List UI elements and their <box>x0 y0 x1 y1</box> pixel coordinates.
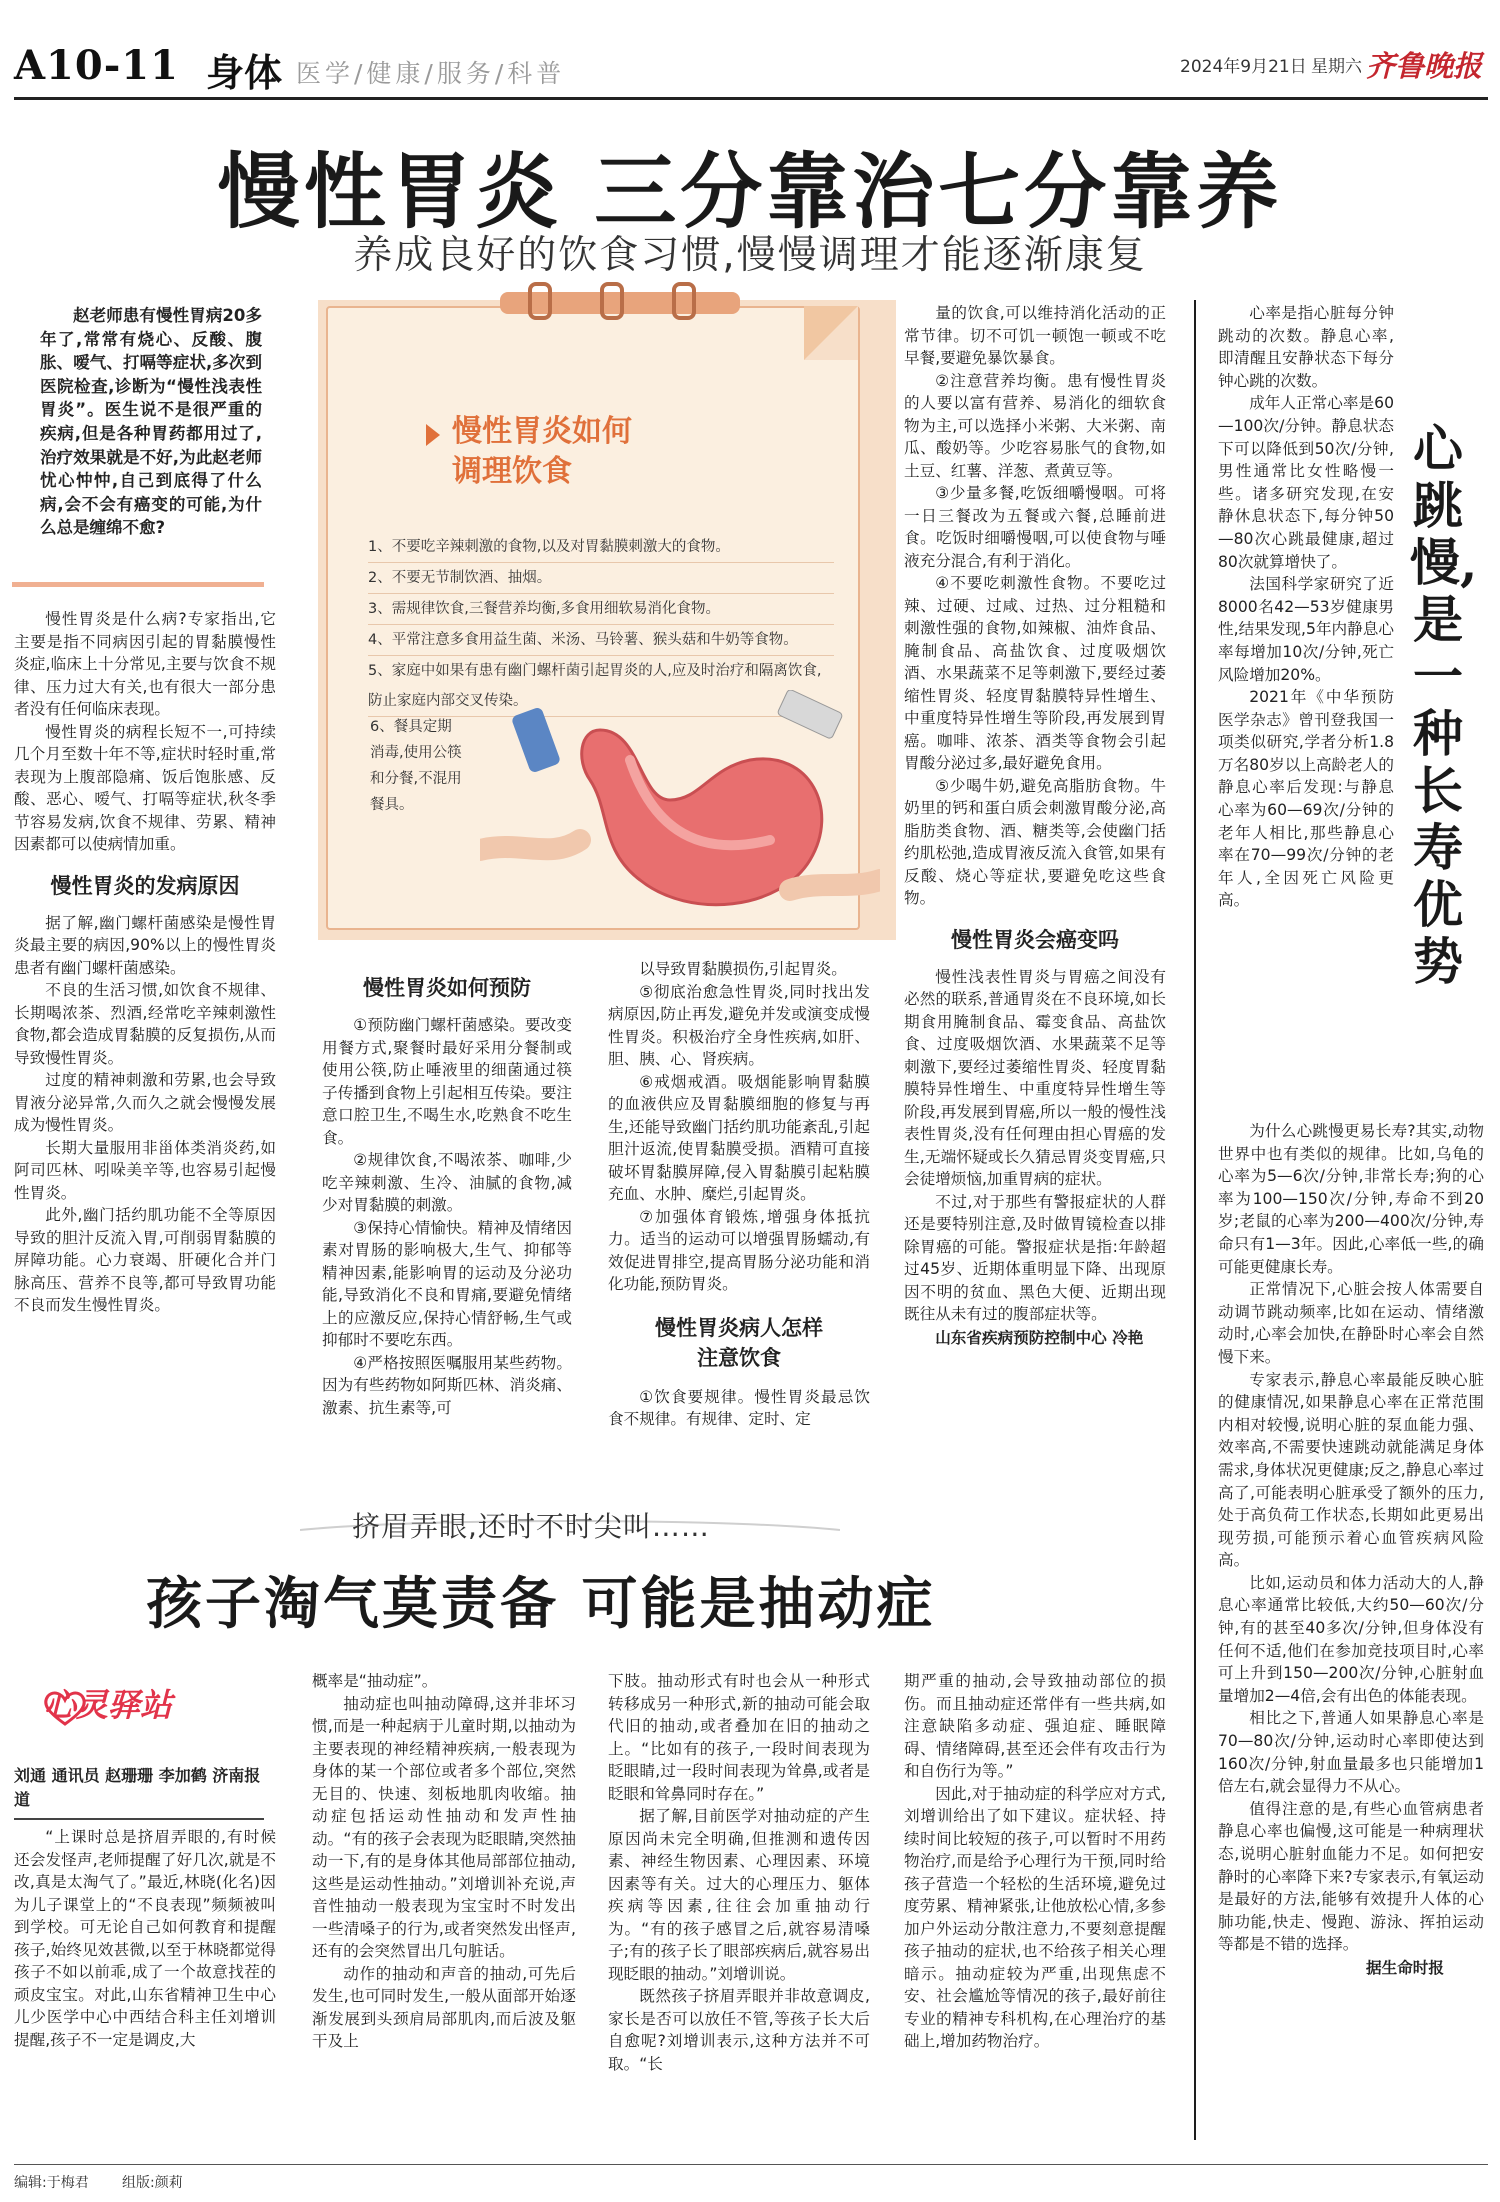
sidebar-column-bottom <box>1218 1120 1484 1978</box>
lead-divider <box>12 582 264 587</box>
article-column-3 <box>608 1670 870 2075</box>
paragraph: 专家表示,静息心率最能反映心脏的健康情况,如果静息心率在正常范围内相对较慢,说明心脏的泵血能力强、效率高,不需要快速跳动就能满足身体需求,身体状况更健康;反之,静息心率过高了,可能表明心脏承受了额外的压力,处于高负荷工作状态,长期如此更易出现劳损,可能预示着心血管疾病风险高。 <box>1218 1370 1484 1570</box>
paragraph: ②注意营养均衡。患有慢性胃炎的人要以富有营养、易消化的细软食物为主,可以选择小米粥、大米粥、南瓜、酸奶等。少吃容易胀气的食物,如土豆、红薯、洋葱、煮黄豆等。 <box>904 371 1166 480</box>
paragraph: 2021年《中华预防医学杂志》曾刊登我国一项类似研究,学者分析1.8万名80岁以上高龄老人的静息心率后发现:与静息心率为60—69次/分钟的老年人相比,那些静息心率在70—99次/分钟的老年人,全因死亡风险更高。 <box>1218 688 1394 910</box>
article-headline: 慢性胃炎 三分靠治七分靠养 <box>217 144 1283 240</box>
footer-layout: 组版:颜莉 <box>122 2175 183 2191</box>
header-rule <box>14 97 1488 100</box>
paragraph: ④不要吃刺激性食物。不要吃过辣、过硬、过咸、过热、过分粗糙和刺激性强的食物,如辣椒、油炸食品、腌制食品、高盐饮食、过度吸烟饮酒、水果蔬菜不足等刺激下,要经过萎缩性胃炎、轻度胃黏膜特异性增生、中重度特异性增生等阶段,再发展到胃癌。咖啡、浓茶、酒类等食物会引起胃酸分泌过多,最好避免食用。 <box>904 574 1166 772</box>
paragraph: 值得注意的是,有些心血管病患者静息心率也偏慢,这可能是一种病理状态,说明心脏射血能力不足。如何把安静时的心率降下来?专家表示,有氧运动是最好的方法,能够有效提升人体的心肺功能,快走、慢跑、游泳、挥拍运动等都是不错的选择。 <box>1218 1799 1484 1954</box>
article-subheadline: 养成良好的饮食习惯,慢慢调理才能逐渐康复 <box>353 233 1147 278</box>
article-column-4 <box>904 302 1166 1348</box>
list-item: 6、餐具定期消毒,使用公筷和分餐,不混用餐具。 <box>370 719 462 813</box>
column-logo: 心灵驿站 <box>44 1686 173 1724</box>
paragraph: 期严重的抽动,会导致抽动部位的损伤。而且抽动症还常伴有一些共病,如注意缺陷多动症、强迫症、睡眠障碍、情绪障碍,甚至还会伴有攻击行为和自伤行为等。” <box>904 1672 1166 1780</box>
section-heading: 慢性胃炎的发病原因 <box>50 873 240 898</box>
heart-icon <box>40 1688 90 1728</box>
section-heading: 慢性胃炎会癌变吗 <box>951 927 1119 952</box>
paragraph: “上课时总是挤眉弄眼的,有时候还会发怪声,老师提醒了好几次,就是不改,真是太淘气了。”最近,林晓(化名)因为儿子课堂上的“不良表现”频频被叫到学校。可无论自己如何教育和提醒孩子,始终见效甚微,以至于林晓都觉得孩子不如以前乖,成了一个故意找茬的顽皮宝宝。对此,山东省精神卫生中心儿少医学中心中西结合科主任刘增训提醒,孩子不一定是调皮,大 <box>14 1828 276 2049</box>
newspaper-logo: 齐鲁晚报 <box>1366 49 1483 83</box>
paragraph: 长期大量服用非甾体类消炎药,如阿司匹林、吲哚美辛等,也容易引起慢性胃炎。 <box>14 1138 276 1202</box>
paragraph: 下肢。抽动形式有时也会从一种形式转移成另一种形式,新的抽动可能会取代旧的抽动,或者叠加在旧的抽动之上。“比如有的孩子,一段时间表现为眨眼睛,过一段时间表现为耸鼻,或者是眨眼和耸鼻同时存在。” <box>608 1672 870 1803</box>
paragraph: 比如,运动员和体力活动大的人,静息心率通常比较低,大约50—60次/分钟,有的甚至40多次/分钟,但身体没有任何不适,他们在参加竞技项目时,心率可上升到150—200次/分钟,心脏射血量增加2—4倍,会有出色的体能表现。 <box>1218 1573 1484 1705</box>
paragraph: ①预防幽门螺杆菌感染。要改变用餐方式,聚餐时最好采用分餐制或使用公筷,防止唾液里的细菌通过筷子传播到食物上引起相互传染。要注意口腔卫生,不喝生水,吃熟食不吃生食。 <box>322 1016 572 1147</box>
article-column-4 <box>904 1670 1166 2053</box>
issue-weekday: 星期六 <box>1311 57 1362 77</box>
sidebar-credit: 据生命时报 <box>1366 1958 1444 1977</box>
paragraph: 动作的抽动和声音的抽动,可先后发生,也可同时发生,一般从面部开始逐渐发展到头颈肩局部肌肉,而后波及躯干及上 <box>312 1964 576 2050</box>
paragraph: ⑥戒烟戒酒。吸烟能影响胃黏膜的血液供应及胃黏膜细胞的修复与再生,还能导致幽门括约肌功能紊乱,引起胆汁返流,使胃黏膜受损。酒精可直接破坏胃黏膜屏障,侵入胃黏膜引起粘膜充血、水肿、糜烂,引起胃炎。 <box>608 1072 870 1203</box>
byline-divider <box>14 1818 264 1820</box>
list-item: 5、家庭中如果有患有幽门螺杆菌引起胃炎的人,应及时治疗和隔离饮食,防止家庭内部交叉传染。 <box>368 656 834 717</box>
paragraph: ⑦加强体育锻炼,增强身体抵抗力。适当的运动可以增强胃肠蠕动,有效促进胃排空,提高胃肠分泌功能和消化功能,预防胃炎。 <box>608 1207 870 1293</box>
paragraph: ⑤少喝牛奶,避免高脂肪食物。牛奶里的钙和蛋白质会刺激胃酸分泌,高脂肪类食物、酒、糖类等,会使幽门括约肌松弛,造成胃液反流入食管,如果有反酸、烧心等症状,要避免吃这些食物。 <box>904 776 1166 907</box>
list-item: 2、不要无节制饮酒、抽烟。 <box>368 563 834 594</box>
section-name: 身体 <box>206 51 283 95</box>
paragraph: 心率是指心脏每分钟跳动的次数。静息心率,即清醒且安静状态下每分钟心跳的次数。 <box>1218 304 1394 390</box>
paragraph: 据了解,目前医学对抽动症的产生原因尚未完全明确,但推测和遗传因素、神经生物因素、心理因素、环境因素等有关。过大的心理压力、躯体疾病等因素,往往会加重抽动行为。“有的孩子感冒之后,就容易清嗓子;有的孩子长了眼部疾病后,就容易出现眨眼的抽动。”刘增训说。 <box>608 1807 870 1983</box>
paragraph: 量的饮食,可以维持消化活动的正常节律。切不可饥一顿饱一顿或不吃早餐,要避免暴饮暴食。 <box>904 304 1166 367</box>
list-item: 3、需规律饮食,三餐营养均衡,多食用细软易消化食物。 <box>368 594 834 625</box>
paragraph: 不过,对于那些有警报症状的人群还是要特别注意,及时做胃镜检查以排除胃癌的可能。警报症状是指:年龄超过45岁、近期体重明显下降、出现原因不明的贫血、黑色大便、近期出现既往从未有过的腹部症状等。 <box>904 1192 1166 1323</box>
binder-ring-icon <box>672 282 696 320</box>
paragraph: ③保持心情愉快。精神及情绪因素对胃肠的影响极大,生气、抑郁等精神因素,能影响胃的运动及分泌功能,导致消化不良和胃痛,要避免情绪上的应激反应,保持心情舒畅,生气或抑郁时不要吃东西。 <box>322 1218 572 1349</box>
paragraph: 抽动症也叫抽动障碍,这并非坏习惯,而是一种起病于儿童时期,以抽动为主要表现的神经精神疾病,一般表现为身体的某一个部位或者多个部位,突然无目的、快速、刻板地肌肉收缩。抽动症包括运动性抽动和发声性抽动。“有的孩子会表现为眨眼睛,突然抽动一下,有的是身体其他局部部位抽动,这些是运动性抽动。”刘增训补充说,声音性抽动一般表现为宝宝时不时发出一些清嗓子的行为,或者突然发出怪声,还有的会突然冒出几句脏话。 <box>312 1694 576 1960</box>
paragraph: ④严格按照医嘱服用某些药物。因为有些药物如阿斯匹林、消炎痛、激素、抗生素等,可 <box>322 1353 572 1417</box>
paragraph: ③少量多餐,吃饭细嚼慢咽。可将一日三餐改为五餐或六餐,总睡前进食。吃饭时细嚼慢咽,可以使食物与唾液充分混合,有利于消化。 <box>904 484 1166 570</box>
article-column-1 <box>14 1826 276 2051</box>
stomach-illustration <box>480 690 880 930</box>
arrow-icon <box>426 424 440 446</box>
article-column-2 <box>322 958 572 1419</box>
article-column-2 <box>312 1670 576 2053</box>
paragraph: 过度的精神刺激和劳累,也会导致胃液分泌异常,久而久之就会慢慢发展成为慢性胃炎。 <box>14 1071 276 1134</box>
paragraph: 据了解,幽门螺杆菌感染是慢性胃炎最主要的病因,90%以上的慢性胃炎患者有幽门螺杆菌感染。 <box>14 913 276 977</box>
paragraph: 以导致胃黏膜损伤,引起胃炎。 <box>639 960 847 978</box>
section-heading: 慢性胃炎如何预防 <box>363 976 531 1000</box>
sidebar-headline: 心跳慢,是一种长寿优势 <box>1410 419 1478 991</box>
paragraph: 慢性胃炎的病程长短不一,可持续几个月至数十年不等,症状时轻时重,常表现为上腹部隐痛、饭后饱胀感、反酸、恶心、嗳气、打嗝等症状,秋冬季节容易发病,饮食不规律、劳累、精神因素都可以使病情加重。 <box>14 722 276 853</box>
article-column-1 <box>14 608 276 1317</box>
section-heading: 慢性胃炎病人怎样注意饮食 <box>655 1315 823 1370</box>
paragraph: 概率是“抽动症”。 <box>312 1672 438 1690</box>
paragraph: ②规律饮食,不喝浓茶、咖啡,少吃辛辣刺激、生冷、油腻的食物,减少对胃黏膜的刺激。 <box>322 1151 572 1214</box>
article-lead: 赵老师患有慢性胃病20多年了,常常有烧心、反酸、腹胀、嗳气、打嗝等症状,多次到医院检查,诊断为“慢性浅表性胃炎”。医生说不是很严重的疾病,但是各种胃药都用过了,治疗效果就是不好,为此赵老师忧心忡忡,自己到底得了什么病,会不会有癌变的可能,为什么总是缠绵不愈? <box>40 306 262 538</box>
paragraph: 成年人正常心率是60—100次/分钟。静息状态下可以降低到50次/分钟,男性通常比女性略慢一些。诸多研究发现,在安静休息状态下,每分钟50—80次心跳最健康,超过80次就算增快了。 <box>1218 394 1394 571</box>
infographic-title-line: 调理饮食 <box>452 454 572 489</box>
paragraph: 此外,幽门括约肌功能不全等原因导致的胆汁反流入胃,可削弱胃黏膜的屏障功能。心力衰竭、肝硬化合并门脉高压、营养不良等,都可导致胃功能不良而发生慢性胃炎。 <box>14 1206 276 1314</box>
paragraph: 慢性胃炎是什么病?专家指出,它主要是指不同病因引起的胃黏膜慢性炎症,临床上十分常见,主要与饮食不规律、压力过大有关,也有很大一部分患者没有任何临床表现。 <box>14 610 276 718</box>
page-number: A10-11 <box>14 42 179 89</box>
infographic-title <box>452 412 732 492</box>
paragraph: ⑤彻底治愈急性胃炎,同时找出发病原因,防止再发,避免并发或演变成慢性胃炎。积极治疗全身性疾病,如肝、胆、胰、心、肾疾病。 <box>608 982 870 1068</box>
infographic-title-line: 慢性胃炎如何 <box>452 414 632 449</box>
issue-date: 2024年9月21日 <box>1180 57 1307 77</box>
section-subtitle: 医学/健康/服务/科普 <box>296 59 566 88</box>
paper-fold-corner <box>804 306 858 360</box>
paragraph: 因此,对于抽动症的科学应对方式,刘增训给出了如下建议。症状轻、持续时间比较短的孩子,可以暂时不用药物治疗,而是给予心理行为干预,同时给孩子营造一个轻松的生活环境,避免过度劳累、精神紧张,让他放松心情,多参加户外运动分散注意力,不要刻意提醒孩子抽动的症状,也不给孩子相关心理暗示。抽动症较为严重,出现焦虑不安、社会尴尬等情况的孩子,最好前往专业的精神专科机构,在心理治疗的基础上,增加药物治疗。 <box>904 1784 1166 2050</box>
article-headline: 孩子淘气莫责备 可能是抽动症 <box>146 1571 936 1637</box>
article-column-3 <box>608 958 870 1431</box>
footer-editor: 编辑:于梅君 <box>14 2175 89 2191</box>
paragraph: 既然孩子挤眉弄眼并非故意调皮,家长是否可以放任不管,等孩子长大后自愈呢?刘增训表示,这种方法并不可取。“长 <box>608 1987 870 2073</box>
binder-ring-icon <box>528 282 552 320</box>
binder-ring-icon <box>600 282 624 320</box>
footer-rule <box>14 2164 1488 2165</box>
list-item: 1、不要吃辛辣刺激的食物,以及对胃黏膜刺激大的食物。 <box>368 532 834 563</box>
paragraph: 慢性浅表性胃炎与胃癌之间没有必然的联系,普通胃炎在不良环境,如长期食用腌制食品、霉变食品、高盐饮食、过度吸烟饮酒、水果蔬菜不足等刺激下,要经过萎缩性胃炎、轻度胃黏膜特异性增生、中重度特异性增生等阶段,再发展到胃癌,所以一般的慢性浅表性胃炎,没有任何理由担心胃癌的发生,无端怀疑或长久猜忌胃炎变胃癌,只会徒增烦恼,加重胃病的症状。 <box>904 967 1166 1188</box>
paragraph: 为什么心跳慢更易长寿?其实,动物世界中也有类似的规律。比如,乌龟的心率为5—6次/分钟,非常长寿;狗的心率为100—150次/分钟,寿命不到20岁;老鼠的心率为200—400次/分钟,寿命只有1—3年。因此,心率低一些,的确可能更健康长寿。 <box>1218 1122 1484 1276</box>
paragraph: 不良的生活习惯,如饮食不规律、长期喝浓茶、烈酒,经常吃辛辣刺激性食物,都会造成胃黏膜的反复损伤,从而导致慢性胃炎。 <box>14 981 276 1067</box>
article-byline: 刘通 通讯员 赵珊珊 李加鹤 济南报道 <box>14 1766 261 1809</box>
list-item: 4、平常注意多食用益生菌、米汤、马铃薯、猴头菇和牛奶等食物。 <box>368 625 834 656</box>
article-kicker: 挤眉弄眼,还时不时尖叫…… <box>352 1510 710 1543</box>
paragraph: 法国科学家研究了近8000名42—53岁健康男性,结果发现,5年内静息心率每增加10次/分钟,死亡风险增加20%。 <box>1218 575 1394 684</box>
sidebar-column-top <box>1218 302 1394 912</box>
paragraph: ①饮食要规律。慢性胃炎最忌饮食不规律。有规律、定时、定 <box>608 1387 870 1428</box>
paragraph: 正常情况下,心脏会按人体需要自动调节跳动频率,比如在运动、情绪激动时,心率会加快,在静卧时心率会自然慢下来。 <box>1218 1280 1484 1366</box>
paragraph: 相比之下,普通人如果静息心率是70—80次/分钟,运动时心率即使达到160次/分钟,射血量最多也只能增加1倍左右,就会显得力不从心。 <box>1218 1709 1484 1796</box>
article-credit: 山东省疾病预防控制中心 冷艳 <box>935 1328 1144 1347</box>
sidebar-divider <box>1194 300 1196 2140</box>
